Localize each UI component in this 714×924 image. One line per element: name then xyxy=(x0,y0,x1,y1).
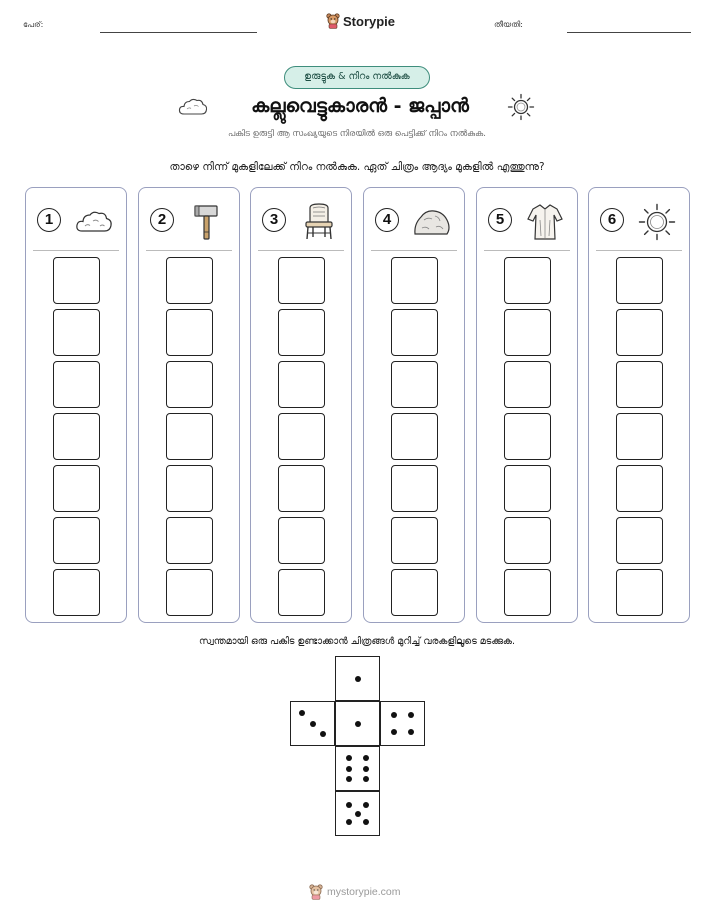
dice-face-4 xyxy=(380,701,425,746)
column-divider xyxy=(146,250,232,251)
brand-name: Storypie xyxy=(343,13,396,29)
name-label: പേര്: xyxy=(23,20,44,29)
dice-face-1 xyxy=(335,656,380,701)
fold-instruction: സ്വന്തമായി ഒരു പകിട ഉണ്ടാക്കാൻ ചിത്രങ്ങൾ മുറിച്ച് വരകളിലൂടെ മടക്കുക. xyxy=(198,636,516,647)
color-box[interactable] xyxy=(391,257,438,304)
color-box[interactable] xyxy=(391,517,438,564)
dice-pip xyxy=(355,721,361,727)
color-box[interactable] xyxy=(391,413,438,460)
dice-pip xyxy=(346,802,352,808)
dice-pip xyxy=(408,729,414,735)
page-header xyxy=(0,0,714,44)
dice-pip xyxy=(391,712,397,718)
rock-icon xyxy=(412,202,452,242)
column-3 xyxy=(250,187,352,623)
dice-pip xyxy=(363,755,369,761)
footer-url: mystorypie.com xyxy=(327,886,401,898)
dice-pip xyxy=(346,755,352,761)
sun-icon xyxy=(507,93,535,121)
color-box[interactable] xyxy=(616,257,663,304)
activity-tag: ഉരുട്ടുക & നിറം നൽകുക xyxy=(284,66,430,89)
color-box[interactable] xyxy=(166,413,213,460)
color-box[interactable] xyxy=(616,517,663,564)
color-box[interactable] xyxy=(616,309,663,356)
page-title: കല്ലുവെട്ടുകാരൻ - ജപ്പാൻ xyxy=(251,95,469,117)
color-box[interactable] xyxy=(166,309,213,356)
name-field-line[interactable] xyxy=(100,32,257,33)
title-row xyxy=(0,92,714,122)
dice-pip xyxy=(363,819,369,825)
column-header xyxy=(589,188,689,250)
color-box[interactable] xyxy=(166,257,213,304)
robe-icon xyxy=(525,202,565,242)
color-box[interactable] xyxy=(53,257,100,304)
color-box[interactable] xyxy=(504,465,551,512)
dice-pip xyxy=(355,676,361,682)
column-6 xyxy=(588,187,690,623)
color-box[interactable] xyxy=(504,309,551,356)
bear-logo-icon xyxy=(326,13,340,29)
cloud-icon xyxy=(74,202,114,242)
dice-pip xyxy=(363,802,369,808)
dice-face-3 xyxy=(290,701,335,746)
color-box[interactable] xyxy=(278,465,325,512)
dice-face-6 xyxy=(335,746,380,791)
page-footer xyxy=(309,884,401,900)
dice-pip xyxy=(310,721,316,727)
dice-pip xyxy=(363,766,369,772)
color-box[interactable] xyxy=(166,517,213,564)
color-box[interactable] xyxy=(616,569,663,616)
subtitle: പകിട ഉരുട്ടി ആ സംഖ്യയുടെ നിരയിൽ ഒരു പെട്ടിക്ക് നിറം നൽകുക. xyxy=(228,129,486,139)
color-box[interactable] xyxy=(278,517,325,564)
color-box[interactable] xyxy=(391,361,438,408)
color-box[interactable] xyxy=(504,569,551,616)
sun-icon xyxy=(637,202,677,242)
column-number: 6 xyxy=(600,208,624,232)
dice-pip xyxy=(346,776,352,782)
color-box[interactable] xyxy=(53,361,100,408)
dice-pip xyxy=(346,819,352,825)
column-5 xyxy=(476,187,578,623)
color-box[interactable] xyxy=(278,361,325,408)
color-box[interactable] xyxy=(391,309,438,356)
column-header xyxy=(477,188,577,250)
column-divider xyxy=(484,250,570,251)
brand-logo xyxy=(326,13,395,29)
dice-face-1 xyxy=(335,701,380,746)
color-box[interactable] xyxy=(166,361,213,408)
dice-pip xyxy=(355,811,361,817)
column-number: 3 xyxy=(262,208,286,232)
dice-net xyxy=(290,656,425,836)
color-box[interactable] xyxy=(166,569,213,616)
column-divider xyxy=(596,250,682,251)
column-header xyxy=(364,188,464,250)
dice-face-5 xyxy=(335,791,380,836)
color-box[interactable] xyxy=(504,257,551,304)
column-divider xyxy=(371,250,457,251)
color-box[interactable] xyxy=(504,413,551,460)
color-box[interactable] xyxy=(616,361,663,408)
color-box[interactable] xyxy=(53,309,100,356)
dice-pip xyxy=(299,710,305,716)
color-box[interactable] xyxy=(166,465,213,512)
color-box[interactable] xyxy=(616,413,663,460)
column-number: 1 xyxy=(37,208,61,232)
color-box[interactable] xyxy=(53,413,100,460)
column-divider xyxy=(258,250,344,251)
date-field-line[interactable] xyxy=(567,32,691,33)
color-box[interactable] xyxy=(53,517,100,564)
color-box[interactable] xyxy=(504,517,551,564)
column-1 xyxy=(25,187,127,623)
column-2 xyxy=(138,187,240,623)
column-number: 4 xyxy=(375,208,399,232)
dice-pip xyxy=(320,731,326,737)
dice-pip xyxy=(391,729,397,735)
color-box[interactable] xyxy=(53,465,100,512)
column-divider xyxy=(33,250,119,251)
bear-logo-icon xyxy=(309,884,323,900)
color-box[interactable] xyxy=(278,569,325,616)
dice-pip xyxy=(363,776,369,782)
column-number: 5 xyxy=(488,208,512,232)
color-box[interactable] xyxy=(278,257,325,304)
color-box[interactable] xyxy=(504,361,551,408)
color-box[interactable] xyxy=(616,465,663,512)
column-header xyxy=(26,188,126,250)
column-header xyxy=(251,188,351,250)
color-box[interactable] xyxy=(391,465,438,512)
instruction-text: താഴെ നിന്ന് മുകളിലേക്ക് നിറം നൽകുക. ഏത് ചിത്രം ആദ്യം മുകളിൽ എത്തുന്നു? xyxy=(169,161,545,173)
color-box[interactable] xyxy=(278,413,325,460)
chair-icon xyxy=(299,202,339,242)
column-4 xyxy=(363,187,465,623)
color-box[interactable] xyxy=(278,309,325,356)
cloud-icon xyxy=(178,97,208,117)
date-label: തീയതി: xyxy=(494,20,523,29)
dice-pip xyxy=(408,712,414,718)
color-box[interactable] xyxy=(391,569,438,616)
column-number: 2 xyxy=(150,208,174,232)
column-header xyxy=(139,188,239,250)
hammer-icon xyxy=(187,202,227,242)
color-box[interactable] xyxy=(53,569,100,616)
dice-pip xyxy=(346,766,352,772)
